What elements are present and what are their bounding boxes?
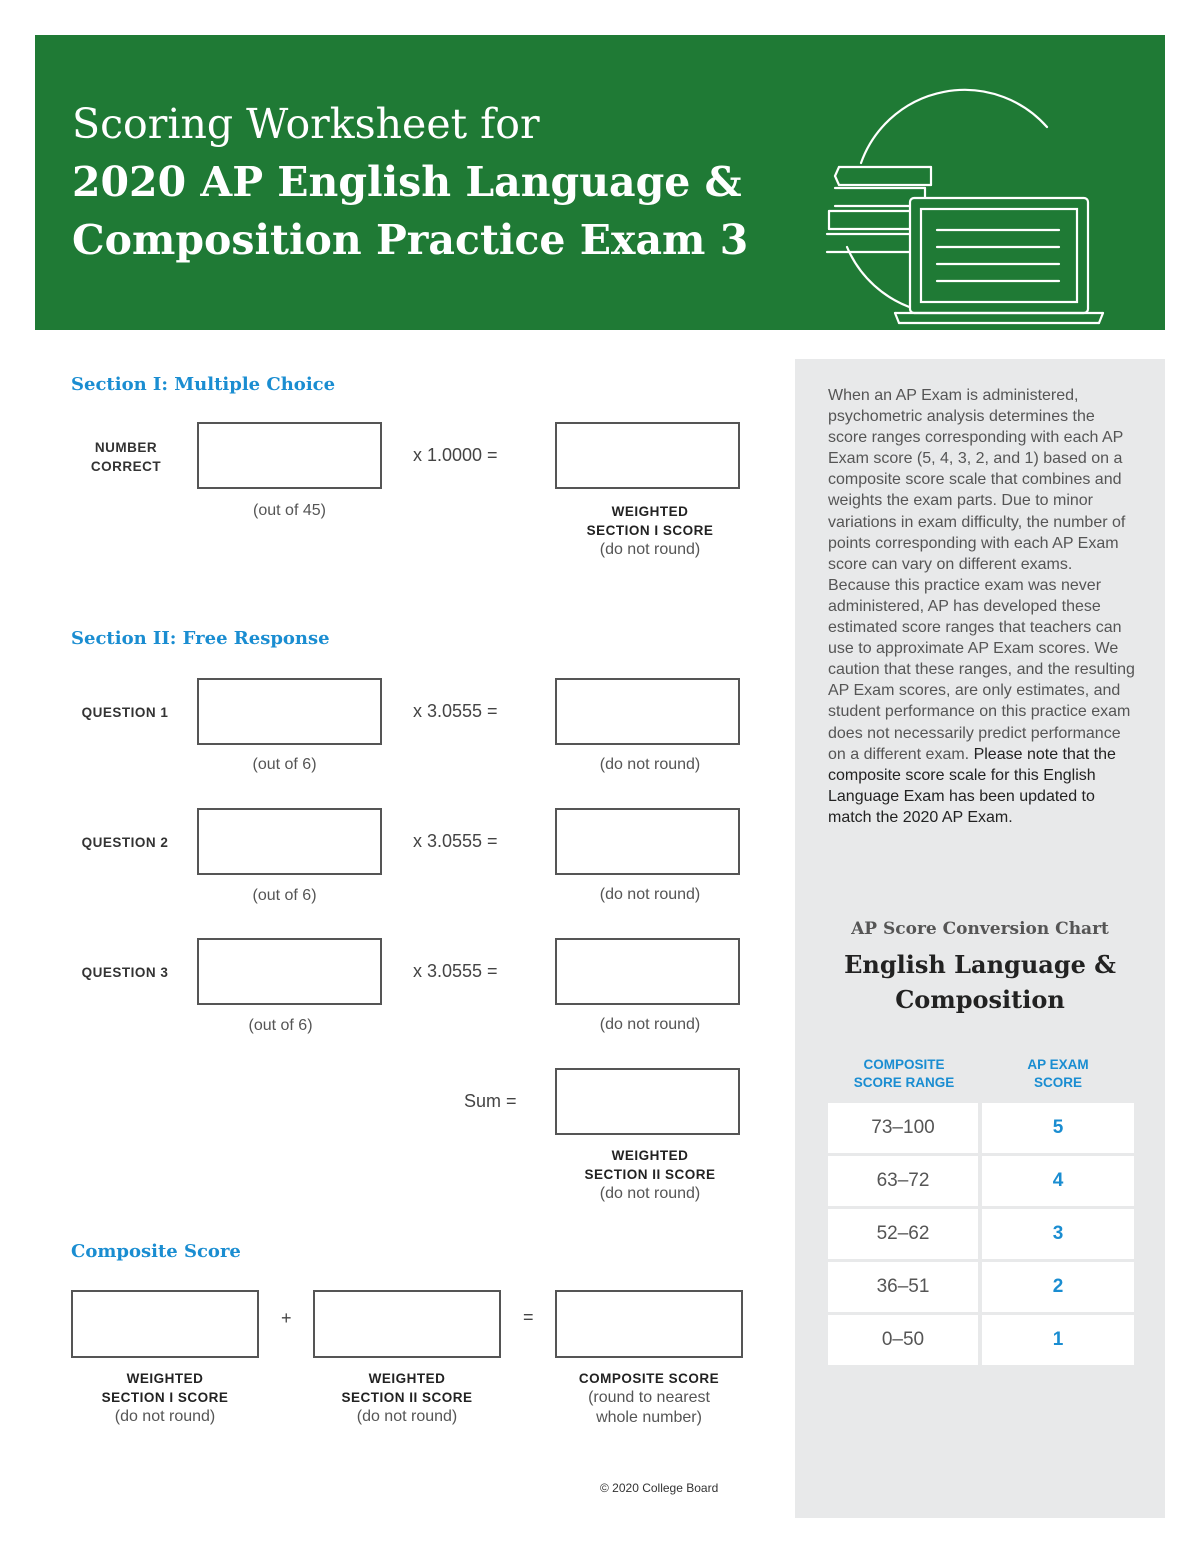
composite-section-2-input[interactable] (313, 1290, 501, 1358)
section-2-result-note: (do not round) (599, 1185, 701, 1202)
section-2-result-line2: SECTION II SCORE (584, 1167, 716, 1182)
composite-box-1-line2: SECTION I SCORE (101, 1390, 229, 1405)
section-2-result-caption (555, 1146, 745, 1204)
conversion-chart-subtitle: AP Score Conversion Chart (851, 919, 1109, 939)
number-correct-label-line2: CORRECT (90, 459, 162, 474)
score-cell: 3 (982, 1209, 1134, 1259)
score-cell: 1 (982, 1315, 1134, 1365)
composite-box-2-line2: SECTION II SCORE (341, 1390, 473, 1405)
question-3-multiplier: x 3.0555 = (413, 961, 498, 981)
title-line-1: Scoring Worksheet for (72, 100, 540, 148)
question-2-weighted-input[interactable] (555, 808, 740, 875)
range-cell: 63–72 (828, 1156, 978, 1206)
section-1-result-note: (do not round) (599, 541, 701, 558)
sidebar-paragraph-main: When an AP Exam is administered, psychometric analysis determines the score ranges corresponding with each AP Exam score (5, 4, 3, 2, and 1) based on a composite score scale that combines and weights the exam parts. Due to minor variations in exam difficulty, the number of points corresponding with each AP Exam score can vary on different exams. Because this practice exam was never administered, AP has developed these estimated score ranges that teachers can use to approximate AP Exam scores. We caution that these ranges, and the resulting AP Exam scores, are only estimates, and student performance on this practice exam does not necessarily predict performance on a different exam. (828, 387, 1135, 763)
composite-box-2-caption (312, 1369, 502, 1427)
range-cell: 0–50 (828, 1315, 978, 1365)
question-3-note: (do not round) (599, 1016, 701, 1033)
ap-score-header-line2: SCORE (1033, 1075, 1082, 1090)
question-1-weighted-input[interactable] (555, 678, 740, 745)
plus-sign: + (281, 1308, 292, 1328)
question-2-out-of: (out of 6) (252, 887, 317, 904)
number-correct-label-line1: NUMBER (94, 440, 158, 455)
composite-box-3-line1: COMPOSITE SCORE (578, 1371, 720, 1386)
section-1-result-caption (555, 502, 745, 560)
composite-heading: Composite Score (71, 1241, 241, 1262)
composite-range-header (828, 1056, 980, 1092)
section-1-multiplier: x 1.0000 = (413, 445, 498, 465)
books-laptop-icon (825, 87, 1125, 325)
range-cell: 73–100 (828, 1103, 978, 1153)
composite-box-1-note: (do not round) (114, 1408, 216, 1425)
question-3-weighted-input[interactable] (555, 938, 740, 1005)
section-2-sum-input[interactable] (555, 1068, 740, 1135)
score-cell: 5 (982, 1103, 1134, 1153)
sidebar-paragraph-emphasis: Please note that the composite score scale for this English Language Exam has been updated to match the 2020 AP Exam. (828, 745, 1116, 826)
question-3-label: QUESTION 3 (81, 965, 169, 980)
page-title (72, 95, 748, 269)
question-1-label: QUESTION 1 (81, 705, 169, 720)
sidebar-panel (795, 359, 1165, 1518)
title-line-3: Composition Practice Exam 3 (72, 216, 749, 264)
score-cell: 4 (982, 1156, 1134, 1206)
range-cell: 52–62 (828, 1209, 978, 1259)
question-1-multiplier: x 3.0555 = (413, 701, 498, 721)
composite-box-3-note2: whole number) (596, 1409, 702, 1426)
composite-box-1-line1: WEIGHTED (126, 1371, 204, 1386)
section-1-result-line2: SECTION I SCORE (586, 523, 714, 538)
conversion-chart-title (795, 947, 1165, 1017)
composite-section-1-input[interactable] (71, 1290, 259, 1358)
composite-box-3-note1: (round to nearest (588, 1389, 710, 1406)
number-correct-label (77, 438, 175, 476)
section-1-result-line1: WEIGHTED (611, 504, 689, 519)
conversion-chart-title-line1: English Language & (844, 950, 1116, 979)
section-1-weighted-score-input[interactable] (555, 422, 740, 489)
sidebar-paragraph (828, 385, 1136, 828)
question-3-score-input[interactable] (197, 938, 382, 1005)
question-1-out-of: (out of 6) (252, 756, 317, 773)
question-2-multiplier: x 3.0555 = (413, 831, 498, 851)
ap-score-header (982, 1056, 1134, 1092)
question-2-label: QUESTION 2 (81, 835, 169, 850)
question-3-out-of: (out of 6) (248, 1017, 313, 1034)
section-1-number-correct-input[interactable] (197, 422, 382, 489)
composite-range-header-line1: COMPOSITE (863, 1057, 945, 1072)
score-cell: 2 (982, 1262, 1134, 1312)
composite-score-input[interactable] (555, 1290, 743, 1358)
question-2-score-input[interactable] (197, 808, 382, 875)
question-1-note: (do not round) (599, 756, 701, 773)
range-cell: 36–51 (828, 1262, 978, 1312)
ap-score-header-line1: AP EXAM (1027, 1057, 1089, 1072)
composite-box-2-line1: WEIGHTED (368, 1371, 446, 1386)
equals-sign: = (523, 1307, 534, 1327)
composite-box-3-caption (554, 1369, 744, 1428)
header-banner (35, 35, 1165, 330)
section-2-heading: Section II: Free Response (71, 628, 330, 649)
section-2-result-line1: WEIGHTED (611, 1148, 689, 1163)
sum-label: Sum = (464, 1091, 517, 1111)
question-2-note: (do not round) (599, 886, 701, 903)
title-line-2: 2020 AP English Language & (72, 158, 742, 206)
section-1-heading: Section I: Multiple Choice (71, 374, 336, 395)
question-1-score-input[interactable] (197, 678, 382, 745)
copyright: © 2020 College Board (600, 1481, 719, 1495)
composite-box-2-note: (do not round) (356, 1408, 458, 1425)
composite-range-header-line2: SCORE RANGE (853, 1075, 955, 1090)
conversion-chart-title-line2: Composition (895, 985, 1065, 1014)
section-1-out-of: (out of 45) (253, 502, 326, 519)
composite-box-1-caption (70, 1369, 260, 1427)
